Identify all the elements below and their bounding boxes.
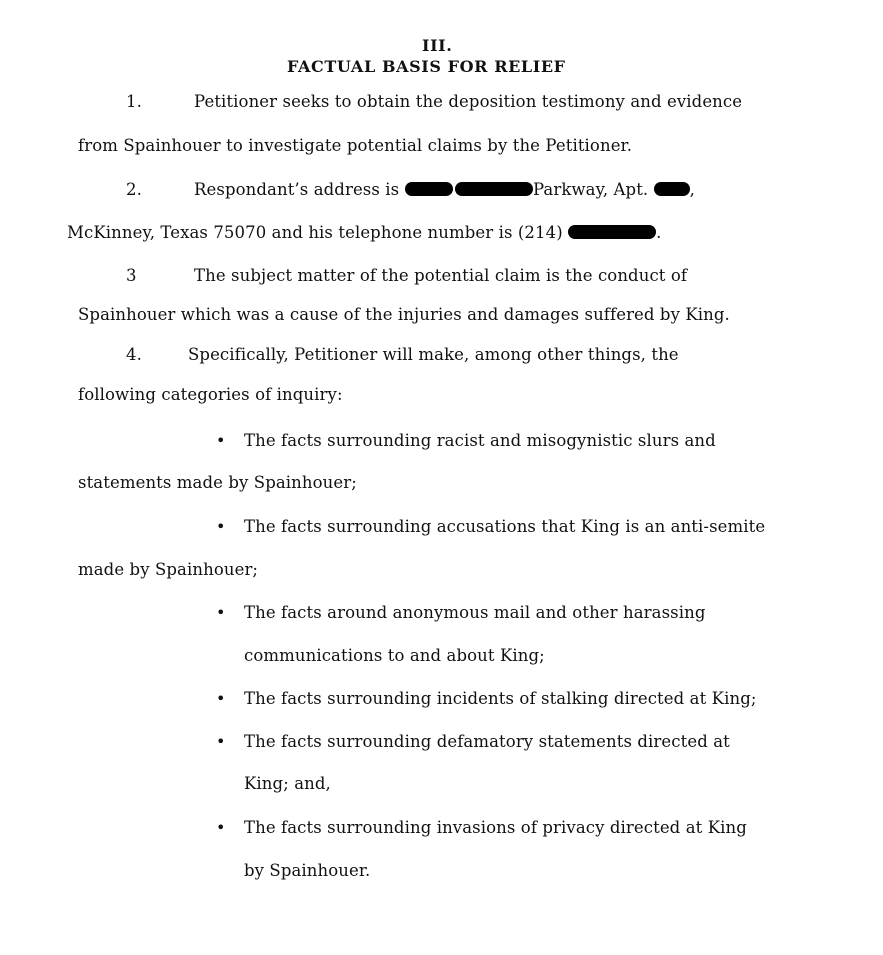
paragraph-3-line-2: Spainhouer which was a cause of the injuries and damages suffered by King. [78,305,730,324]
paragraph-3-number: 3 [126,266,137,285]
redaction-mark [654,182,690,196]
paragraph-3-line-1: The subject matter of the potential claim is the conduct of [194,266,688,285]
bullet-icon: • [216,732,226,751]
address-comma: , [689,180,695,199]
bullet-icon: • [216,517,226,536]
bullet-icon: • [216,818,226,837]
paragraph-1-line-1: Petitioner seeks to obtain the deposition testimony and evidence [194,92,743,111]
redaction-mark [568,225,656,239]
phone-period: . [656,223,662,242]
paragraph-4-line-1: Specifically, Petitioner will make, among other things, the [188,345,679,364]
section-title: FACTUAL BASIS FOR RELIEF [287,57,566,76]
bullet-2-line-2: made by Spainhouer; [78,560,259,579]
bullet-5-line-2: King; and, [244,774,331,793]
bullet-icon: • [216,431,226,450]
paragraph-4-line-2: following categories of inquiry: [78,385,343,404]
bullet-3-line-2: communications to and about King; [244,646,545,665]
bullet-icon: • [216,603,226,622]
paragraph-2-line-2 [67,223,661,243]
paragraph-1-number: 1. [126,92,142,111]
city-phone-text: McKinney, Texas 75070 and his telephone number is (214) [67,223,563,242]
bullet-2-line-1: The facts surrounding accusations that King is an anti-semite [244,517,766,536]
bullet-5-line-1: The facts surrounding defamatory statements directed at [244,732,730,751]
bullet-icon: • [216,689,226,708]
bullet-3-line-1: The facts around anonymous mail and other harassing [244,603,706,622]
address-street: Parkway, Apt. [532,180,649,199]
redaction-mark [405,182,453,196]
bullet-1-line-1: The facts surrounding racist and misogynistic slurs and [244,431,716,450]
bullet-6-line-1: The facts surrounding invasions of privacy directed at King [244,818,747,837]
bullet-1-line-2: statements made by Spainhouer; [78,473,357,492]
paragraph-2-number: 2. [126,180,142,199]
bullet-6-line-2: by Spainhouer. [244,861,371,880]
paragraph-2-line-1 [194,180,695,200]
paragraph-4-number: 4. [126,345,142,364]
paragraph-1-line-2: from Spainhouer to investigate potential claims by the Petitioner. [78,136,633,155]
address-label: Respondant’s address is [194,180,400,199]
redaction-mark [455,182,533,196]
section-number: III. [422,36,453,55]
bullet-4-line-1: The facts surrounding incidents of stalking directed at King; [244,689,757,708]
